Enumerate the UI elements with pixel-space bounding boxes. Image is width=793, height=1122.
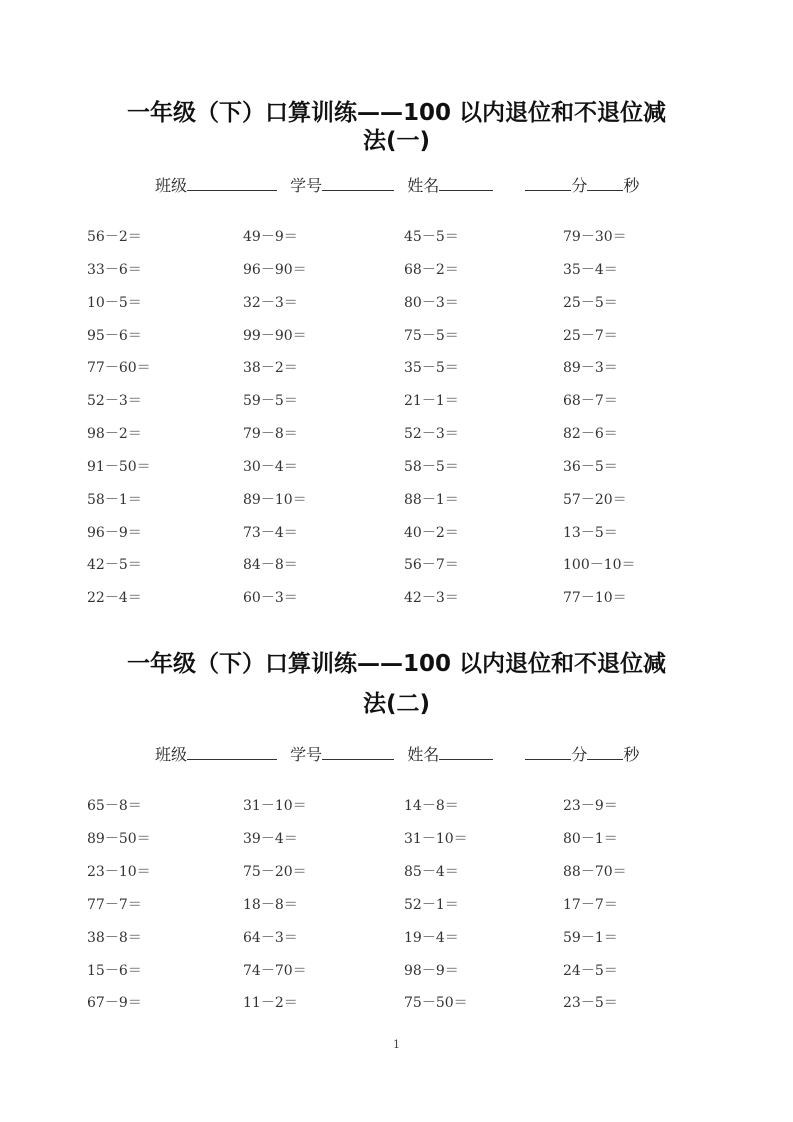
problem: 91－50＝ bbox=[87, 459, 151, 475]
problem: 85－4＝ bbox=[404, 864, 459, 880]
problem: 96－9＝ bbox=[87, 525, 142, 541]
problem-row bbox=[87, 587, 727, 607]
problem: 58－1＝ bbox=[87, 492, 142, 508]
problem: 24－5＝ bbox=[563, 963, 618, 979]
problem: 88－70＝ bbox=[563, 864, 627, 880]
problem-row bbox=[87, 423, 727, 443]
problem: 75－5＝ bbox=[404, 328, 459, 344]
problem: 42－5＝ bbox=[87, 557, 142, 573]
problem: 52－1＝ bbox=[404, 897, 459, 913]
class-blank[interactable] bbox=[187, 745, 277, 760]
problem: 89－10＝ bbox=[243, 492, 307, 508]
class-blank[interactable] bbox=[187, 176, 277, 191]
problem-row bbox=[87, 456, 727, 476]
section-title-line2: 法(一) bbox=[362, 128, 431, 154]
problem: 89－50＝ bbox=[87, 831, 151, 847]
problem-row bbox=[87, 828, 727, 848]
problem: 38－8＝ bbox=[87, 930, 142, 946]
minutes-label: 分 bbox=[571, 745, 588, 764]
problem-row bbox=[87, 960, 727, 980]
problem: 64－3＝ bbox=[243, 930, 298, 946]
problem: 19－4＝ bbox=[404, 930, 459, 946]
problem: 99－90＝ bbox=[243, 328, 307, 344]
class-label: 班级 bbox=[155, 176, 188, 195]
minutes-blank[interactable] bbox=[525, 745, 571, 760]
problem: 96－90＝ bbox=[243, 262, 307, 278]
problem: 89－3＝ bbox=[563, 360, 618, 376]
problem: 52－3＝ bbox=[87, 393, 142, 409]
problem-row bbox=[87, 861, 727, 881]
problem: 35－5＝ bbox=[404, 360, 459, 376]
problem: 23－10＝ bbox=[87, 864, 151, 880]
problem: 40－2＝ bbox=[404, 525, 459, 541]
problem: 79－8＝ bbox=[243, 426, 298, 442]
problem: 17－7＝ bbox=[563, 897, 618, 913]
problem: 88－1＝ bbox=[404, 492, 459, 508]
problem: 75－50＝ bbox=[404, 995, 468, 1011]
problem-row bbox=[87, 357, 727, 377]
section-title-line1: 一年级（下）口算训练——100 以内退位和不退位减 bbox=[126, 651, 667, 677]
problem: 18－8＝ bbox=[243, 897, 298, 913]
problem: 67－9＝ bbox=[87, 995, 142, 1011]
problem: 56－2＝ bbox=[87, 229, 142, 245]
problem: 60－3＝ bbox=[243, 590, 298, 606]
problem: 82－6＝ bbox=[563, 426, 618, 442]
problem: 32－3＝ bbox=[243, 295, 298, 311]
seconds-blank[interactable] bbox=[587, 176, 623, 191]
minutes-blank[interactable] bbox=[525, 176, 571, 191]
problem-row bbox=[87, 894, 727, 914]
student-info-line bbox=[155, 173, 639, 196]
problem: 59－5＝ bbox=[243, 393, 298, 409]
problem-row bbox=[87, 795, 727, 815]
name-label: 姓名 bbox=[407, 176, 440, 195]
problem: 45－5＝ bbox=[404, 229, 459, 245]
problem: 35－4＝ bbox=[563, 262, 618, 278]
student-info-line bbox=[155, 742, 639, 765]
seconds-label: 秒 bbox=[623, 176, 640, 195]
problem: 14－8＝ bbox=[404, 798, 459, 814]
problem: 31－10＝ bbox=[243, 798, 307, 814]
problem: 100－10＝ bbox=[563, 557, 636, 573]
name-blank[interactable] bbox=[439, 176, 493, 191]
problem: 57－20＝ bbox=[563, 492, 627, 508]
number-blank[interactable] bbox=[322, 745, 394, 760]
problem-row bbox=[87, 927, 727, 947]
problem: 30－4＝ bbox=[243, 459, 298, 475]
problem-row bbox=[87, 325, 727, 345]
class-label: 班级 bbox=[155, 745, 188, 764]
problem: 74－70＝ bbox=[243, 963, 307, 979]
problem: 65－8＝ bbox=[87, 798, 142, 814]
problem: 56－7＝ bbox=[404, 557, 459, 573]
problem-row bbox=[87, 390, 727, 410]
problem-row bbox=[87, 522, 727, 542]
problem: 36－5＝ bbox=[563, 459, 618, 475]
section-title-line2: 法(二) bbox=[362, 691, 431, 717]
problem: 68－2＝ bbox=[404, 262, 459, 278]
problem: 39－4＝ bbox=[243, 831, 298, 847]
problem: 98－9＝ bbox=[404, 963, 459, 979]
seconds-blank[interactable] bbox=[587, 745, 623, 760]
problem: 79－30＝ bbox=[563, 229, 627, 245]
problem: 58－5＝ bbox=[404, 459, 459, 475]
problem: 75－20＝ bbox=[243, 864, 307, 880]
problem: 23－9＝ bbox=[563, 798, 618, 814]
problem: 21－1＝ bbox=[404, 393, 459, 409]
problem: 84－8＝ bbox=[243, 557, 298, 573]
number-label: 学号 bbox=[290, 745, 323, 764]
problem: 25－7＝ bbox=[563, 328, 618, 344]
problem-row bbox=[87, 226, 727, 246]
problem: 77－60＝ bbox=[87, 360, 151, 376]
problem: 13－5＝ bbox=[563, 525, 618, 541]
page-number: 1 bbox=[393, 1038, 400, 1051]
problem-row bbox=[87, 259, 727, 279]
problem-row bbox=[87, 292, 727, 312]
problem: 42－3＝ bbox=[404, 590, 459, 606]
problem: 15－6＝ bbox=[87, 963, 142, 979]
problem: 31－10＝ bbox=[404, 831, 468, 847]
problem: 33－6＝ bbox=[87, 262, 142, 278]
problem-row bbox=[87, 554, 727, 574]
problem: 52－3＝ bbox=[404, 426, 459, 442]
name-blank[interactable] bbox=[439, 745, 493, 760]
problem-row bbox=[87, 992, 727, 1012]
problem: 77－7＝ bbox=[87, 897, 142, 913]
name-label: 姓名 bbox=[407, 745, 440, 764]
problem: 11－2＝ bbox=[243, 995, 298, 1011]
problem: 73－4＝ bbox=[243, 525, 298, 541]
problem: 22－4＝ bbox=[87, 590, 142, 606]
section-title-line1: 一年级（下）口算训练——100 以内退位和不退位减 bbox=[126, 100, 667, 126]
problem: 80－3＝ bbox=[404, 295, 459, 311]
problem: 95－6＝ bbox=[87, 328, 142, 344]
minutes-label: 分 bbox=[571, 176, 588, 195]
problem: 38－2＝ bbox=[243, 360, 298, 376]
problem: 59－1＝ bbox=[563, 930, 618, 946]
problem: 80－1＝ bbox=[563, 831, 618, 847]
problem: 10－5＝ bbox=[87, 295, 142, 311]
problem: 25－5＝ bbox=[563, 295, 618, 311]
seconds-label: 秒 bbox=[623, 745, 640, 764]
problem: 23－5＝ bbox=[563, 995, 618, 1011]
problem: 98－2＝ bbox=[87, 426, 142, 442]
number-label: 学号 bbox=[290, 176, 323, 195]
problem: 49－9＝ bbox=[243, 229, 298, 245]
number-blank[interactable] bbox=[322, 176, 394, 191]
problem: 77－10＝ bbox=[563, 590, 627, 606]
problem-row bbox=[87, 489, 727, 509]
problem: 68－7＝ bbox=[563, 393, 618, 409]
